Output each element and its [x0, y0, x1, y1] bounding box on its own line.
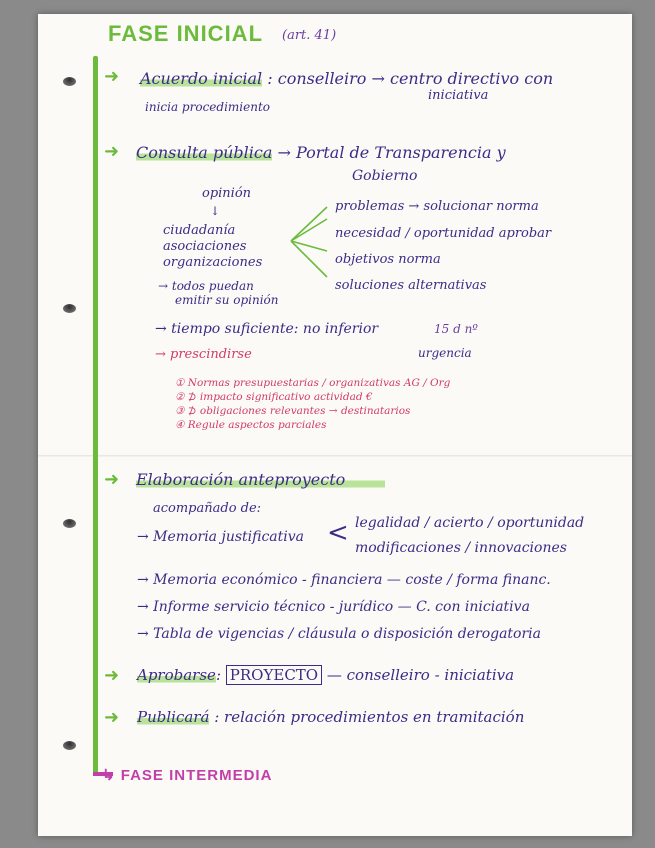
section-acuerdo — [140, 71, 553, 87]
down-arrow-icon: ↓ — [210, 204, 221, 218]
days-value: 15 d nº — [434, 322, 478, 336]
punch-hole — [63, 519, 76, 528]
title-reference: (art. 41) — [282, 28, 337, 43]
opinion-label: opinión — [202, 186, 252, 201]
punch-hole — [63, 741, 76, 750]
who-item: asociaciones — [163, 239, 247, 254]
punch-hole — [63, 77, 76, 86]
section-aprobarse — [137, 668, 514, 683]
brace-icon: < — [327, 518, 349, 548]
all-note-cont: emitir su opinión — [175, 293, 279, 307]
green-arrow-icon: ➜ — [104, 707, 120, 728]
bracket-icon — [285, 203, 330, 283]
timeline-spine — [93, 56, 98, 774]
case-item: ① Normas presupuestarias / organizativas AG / Org — [175, 377, 451, 389]
topic-item: problemas → solucionar norma — [335, 199, 539, 214]
section-text: : conselleiro → centro directivo con — [267, 69, 554, 88]
green-arrow-icon: ➜ — [104, 665, 120, 686]
time-rule: → tiempo suficiente: no inferior — [155, 321, 379, 337]
document-item: → Informe servicio técnico - jurídico — C. con iniciativa — [137, 599, 530, 615]
section-elaboracion — [136, 472, 385, 488]
green-arrow-icon: ➜ — [104, 469, 120, 490]
boxed-term: PROYECTO — [226, 665, 322, 685]
section-label: Consulta pública — [136, 143, 273, 162]
who-item: organizaciones — [163, 255, 263, 270]
topic-item: objetivos norma — [335, 252, 441, 267]
with-label: acompañado de: — [153, 501, 262, 516]
section-consulta — [136, 145, 506, 161]
section-text-cont: iniciativa — [428, 88, 489, 103]
all-note: → todos puedan — [158, 279, 254, 293]
case-item: ④ Regule aspectos parciales — [175, 419, 327, 431]
green-arrow-icon: ➜ — [104, 66, 120, 87]
page-fold — [38, 455, 632, 457]
urgency-note: urgencia — [418, 346, 472, 360]
section-note: inicia procedimiento — [145, 100, 271, 114]
page-title: FASE INICIAL — [108, 21, 264, 46]
green-arrow-icon: ➜ — [104, 141, 120, 162]
section-label: Publicará — [137, 708, 210, 726]
topic-item: necesidad / oportunidad aprobar — [335, 226, 552, 241]
dispense-rule: → prescindirse — [155, 347, 252, 362]
memoria-detail: legalidad / acierto / oportunidad — [355, 515, 585, 531]
section-text: → Portal de Transparencia y — [277, 143, 506, 162]
section-colon: : — [215, 666, 221, 684]
section-text: : relación procedimientos en tramitación — [214, 708, 525, 726]
topic-item: soluciones alternativas — [335, 278, 487, 293]
section-text: — conselleiro - iniciativa — [326, 666, 515, 684]
section-publicara — [137, 710, 524, 725]
memoria-item: → Memoria justificativa — [137, 529, 305, 545]
section-label: Acuerdo inicial — [140, 69, 263, 88]
memoria-detail: modificaciones / innovaciones — [355, 540, 567, 556]
who-item: ciudadanía — [163, 223, 236, 238]
case-item: ② ⊅ impacto significativo actividad € — [175, 391, 373, 403]
punch-hole — [63, 304, 76, 313]
section-label: Elaboración anteproyecto — [136, 470, 385, 489]
document-item: → Memoria económico - financiera — coste / forma financ. — [137, 572, 551, 588]
document-item: → Tabla de vigencias / cláusula o disposición derogatoria — [137, 626, 542, 642]
next-phase-title: ↳ FASE INTERMEDIA — [102, 767, 273, 784]
section-text-cont: Gobierno — [352, 168, 418, 184]
section-label: Aprobarse — [137, 666, 216, 684]
case-item: ③ ⊅ obligaciones relevantes → destinatarios — [175, 405, 411, 417]
